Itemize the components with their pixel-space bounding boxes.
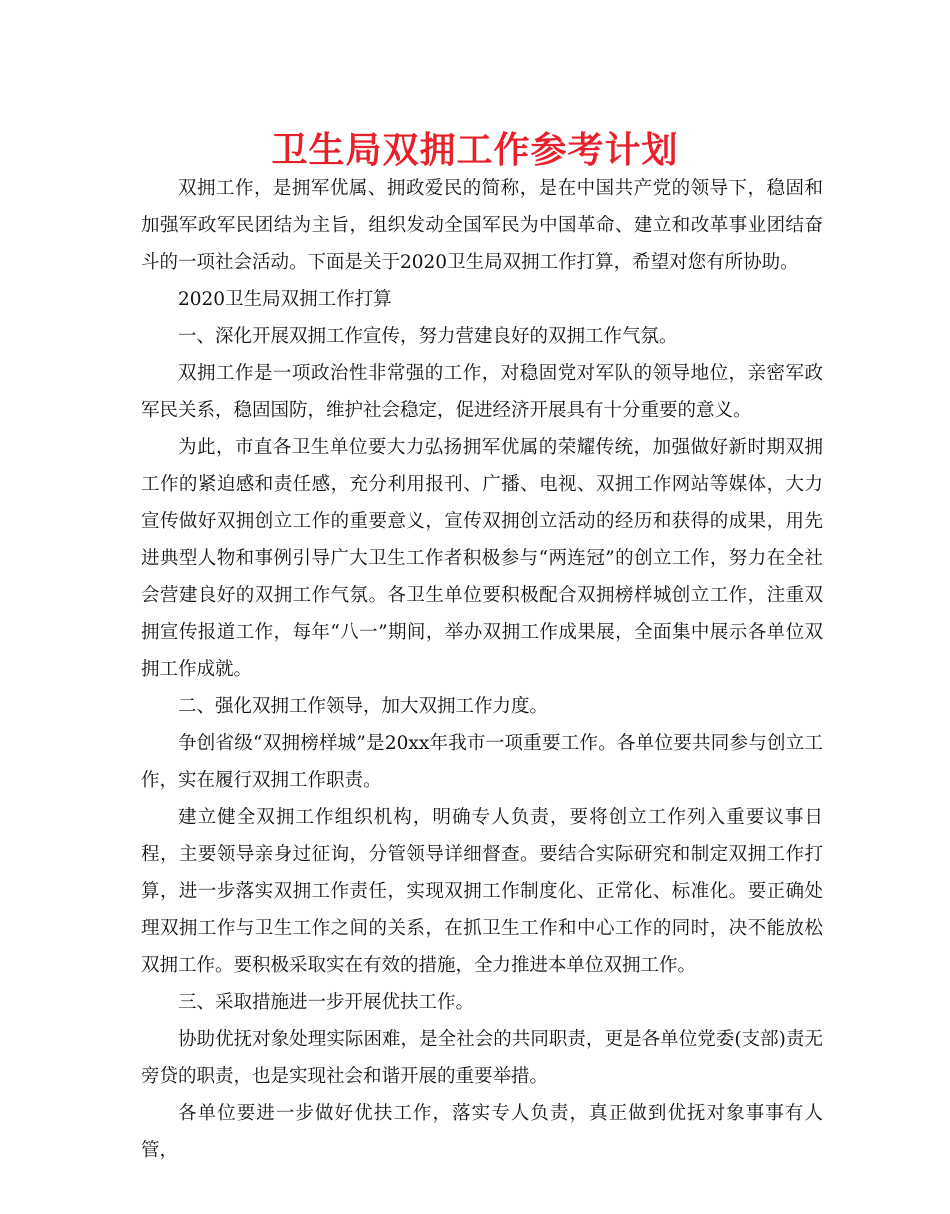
section-heading-2: 二、强化双拥工作领导，加大双拥工作力度。 [178, 696, 549, 717]
plan-subtitle: 2020卫生局双拥工作打算 [178, 289, 392, 310]
document-body [141, 170, 823, 1169]
body-paragraph: 各单位要进一步做好优扶工作，落实专人负责，真正做到优抚对象事事有人管， [141, 1103, 823, 1161]
section-heading-3: 三、采取措施进一步开展优扶工作。 [178, 992, 475, 1013]
intro-paragraph: 双拥工作，是拥军优属、拥政爱民的简称，是在中国共产党的领导下，稳固和加强军政军民团结为主旨，组织发动全国军民为中国革命、建立和改革事业团结奋斗的一项社会活动。下面是关于2020卫生局双拥工作打算，希望对您有所协助。 [141, 178, 823, 273]
section-heading-1: 一、深化开展双拥工作宣传，努力营建良好的双拥工作气氛。 [178, 326, 678, 347]
body-paragraph: 协助优抚对象处理实际困难，是全社会的共同职责，更是各单位党委(支部)责无旁贷的职责，也是实现社会和谐开展的重要举措。 [141, 1029, 823, 1087]
body-paragraph: 为此，市直各卫生单位要大力弘扬拥军优属的荣耀传统，加强做好新时期双拥工作的紧迫感和责任感，充分利用报刊、广播、电视、双拥工作网站等媒体，大力宣传做好双拥创立工作的重要意义，宣传双拥创立活动的经历和获得的成果，用先进典型人物和事例引导广大卫生工作者积极参与“两连冠”的创立工作，努力在全社会营建良好的双拥工作气氛。各卫生单位要积极配合双拥榜样城创立工作，注重双拥宣传报道工作，每年“八一”期间，举办双拥工作成果展，全面集中展示各单位双拥工作成就。 [141, 437, 823, 680]
body-paragraph: 双拥工作是一项政治性非常强的工作，对稳固党对军队的领导地位，亲密军政军民关系，稳固国防，维护社会稳定，促进经济开展具有十分重要的意义。 [141, 363, 823, 421]
body-paragraph: 建立健全双拥工作组织机构，明确专人负责，要将创立工作列入重要议事日程，主要领导亲身过征询，分管领导详细督查。要结合实际研究和制定双拥工作打算，进一步落实双拥工作责任，实现双拥工作制度化、正常化、标准化。要正确处理双拥工作与卫生工作之间的关系，在抓卫生工作和中心工作的同时，决不能放松双拥工作。要积极采取实在有效的措施，全力推进本单位双拥工作。 [141, 807, 823, 976]
body-paragraph: 争创省级“双拥榜样城”是20xx年我市一项重要工作。各单位要共同参与创立工作，实在履行双拥工作职责。 [141, 733, 823, 791]
document-title: 卫生局双拥工作参考计划 [271, 130, 679, 171]
